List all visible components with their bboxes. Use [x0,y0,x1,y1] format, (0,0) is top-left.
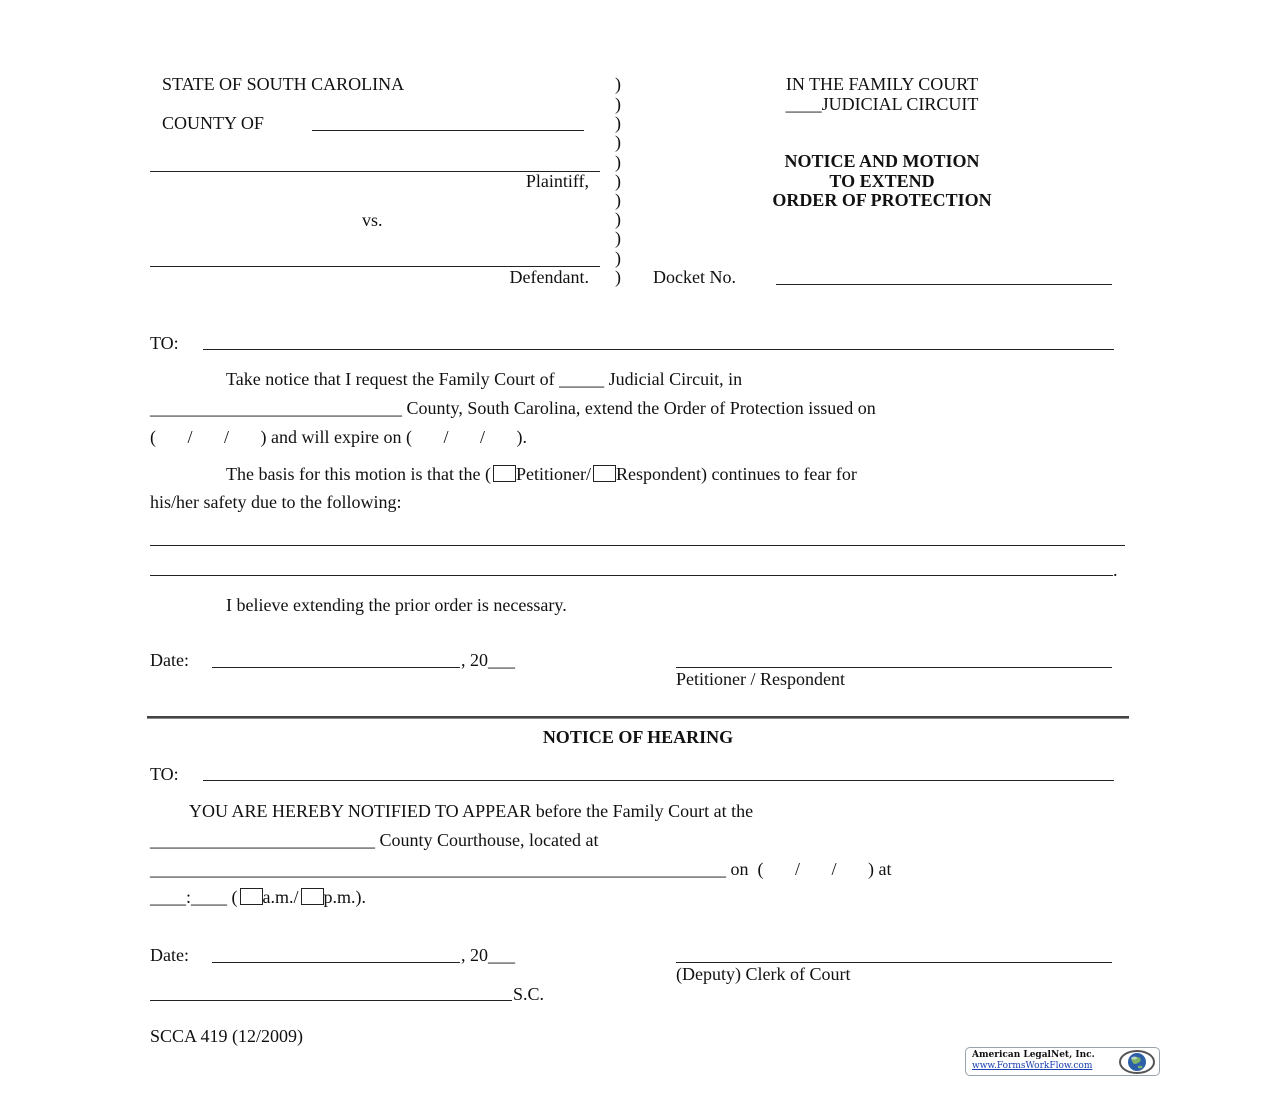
caption-paren: ) [615,94,621,114]
reason-line-1[interactable] [150,545,1125,546]
belief-statement: I believe extending the prior order is necessary. [226,595,567,615]
respondent-option: Respondent) continues to fear for [615,464,857,484]
hearing-to-label: TO: [150,764,179,784]
form-title-line1: NOTICE AND MOTION [784,151,980,171]
publisher-logo[interactable] [965,1047,1160,1076]
motion-year: , 20___ [461,650,515,670]
recipient-blank[interactable] [203,349,1114,350]
county-label: COUNTY OF [162,113,264,133]
clerk-signature-line[interactable] [676,962,1112,963]
basis-prefix: The basis for this motion is that the ( [226,464,491,484]
county-blank[interactable] [312,130,584,131]
publisher-name: American LegalNet, Inc. [972,1050,1095,1060]
caption-paren: ) [615,228,621,248]
state-heading: STATE OF SOUTH CAROLINA [162,74,405,94]
petitioner-option: Petitioner/ [515,464,591,484]
reason-period: . [1113,560,1118,580]
basis-line1 [226,465,857,483]
court-name: IN THE FAMILY COURT [785,74,979,94]
hearing-line3: ________________________________________________________________ on ( / / ) at [150,859,892,879]
hearing-time [150,888,366,906]
hearing-recipient-blank[interactable] [203,780,1114,781]
am-option: a.m./ [262,887,299,907]
am-checkbox[interactable] [240,888,263,905]
hearing-line2: _________________________ County Courthouse, located at [150,830,599,850]
hearing-date-label: Date: [150,945,189,965]
defendant-label: Defendant. [509,267,589,287]
caption-paren: ) [615,74,621,94]
hearing-title: NOTICE OF HEARING [542,727,734,747]
basis-line2: his/her safety due to the following: [150,492,402,512]
notice-line1: Take notice that I request the Family Court of _____ Judicial Circuit, in [226,369,743,389]
respondent-checkbox[interactable] [593,465,616,482]
judicial-circuit: ____JUDICIAL CIRCUIT [785,94,979,114]
caption-paren: ) [615,152,621,172]
sc-suffix: S.C. [513,984,545,1004]
clerk-label: (Deputy) Clerk of Court [676,964,851,984]
form-id: SCCA 419 (12/2009) [150,1026,304,1046]
caption-paren: ) [615,171,621,191]
caption-paren: ) [615,248,621,268]
petitioner-signature-line[interactable] [676,667,1112,668]
versus-label: vs. [362,210,383,230]
caption-paren: ) [615,209,621,229]
motion-date-blank[interactable] [212,667,460,668]
caption-paren: ) [615,190,621,210]
city-blank[interactable] [150,1000,512,1001]
globe-icon [1118,1049,1156,1075]
caption-paren: ) [615,267,621,287]
motion-date-label: Date: [150,650,189,670]
caption-paren: ) [615,132,621,152]
time-blank: ____:____ ( [150,887,238,907]
petitioner-checkbox[interactable] [493,465,516,482]
notice-line2: ____________________________ County, South Carolina, extend the Order of Protection issued on [150,398,876,418]
hearing-date-blank[interactable] [212,962,460,963]
form-title-line2: TO EXTEND [829,171,935,191]
notice-line3: ( / / ) and will expire on ( / / ). [150,427,527,447]
section-divider [147,716,1129,719]
form-title-line3: ORDER OF PROTECTION [772,190,992,210]
to-label: TO: [150,333,179,353]
pm-checkbox[interactable] [301,888,324,905]
signature-label: Petitioner / Respondent [676,669,845,689]
plaintiff-label: Plaintiff, [525,171,589,191]
reason-line-2[interactable] [150,575,1113,576]
docket-label: Docket No. [653,267,736,287]
caption-paren: ) [615,113,621,133]
hearing-line1: YOU ARE HEREBY NOTIFIED TO APPEAR before the Family Court at the [189,801,754,821]
publisher-url[interactable]: www.FormsWorkFlow.com [972,1061,1093,1071]
pm-option: p.m.). [323,887,366,907]
docket-number-blank[interactable] [776,284,1112,285]
hearing-year: , 20___ [461,945,515,965]
